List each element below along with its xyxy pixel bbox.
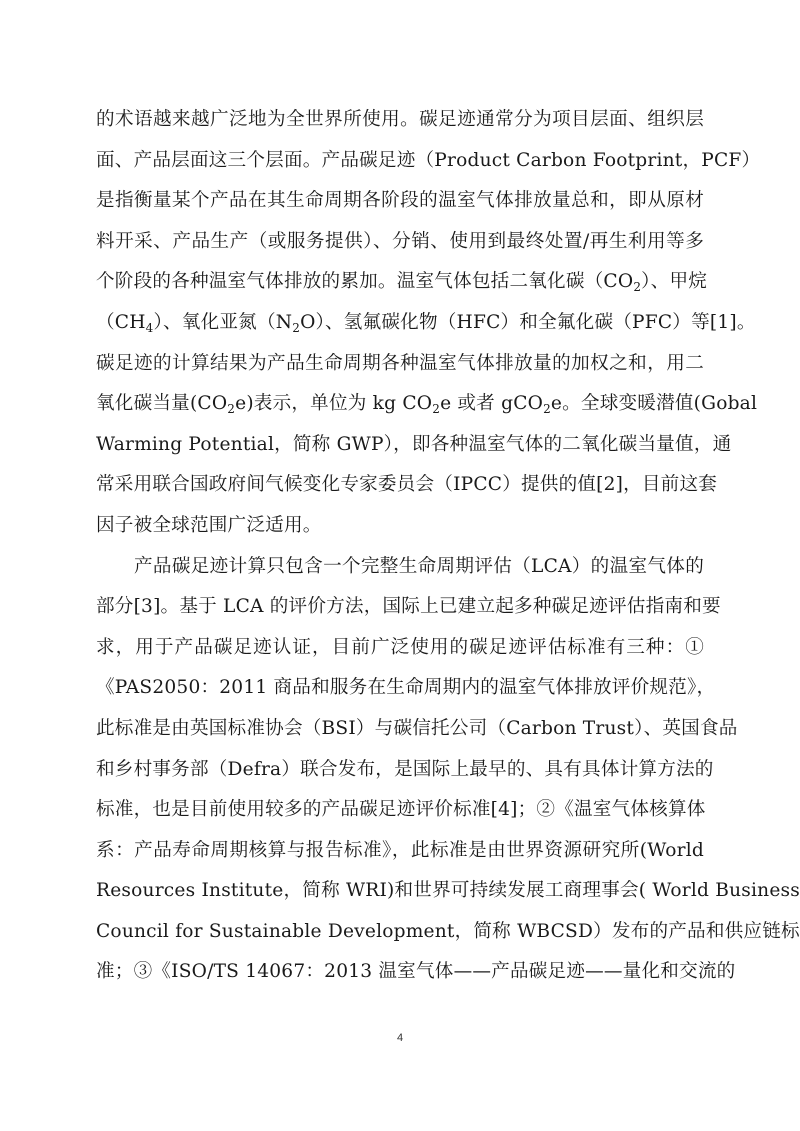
text-segment: 常采用联合国政府间气候变化专家委员会（IPCC）提供的值[2]，目前这套 <box>96 474 718 496</box>
subscript: 2 <box>543 402 551 417</box>
text-line <box>96 871 800 912</box>
text-segment: 是指衡量某个产品在其生命周期各阶段的温室气体排放量总和，即从原材 <box>96 190 704 212</box>
subscript: 2 <box>227 402 236 417</box>
text-segment: e)表示，单位为 kg CO <box>235 393 433 415</box>
text-segment: 因子被全球范围广泛适用。 <box>96 514 322 536</box>
text-segment: 氧化碳当量(CO <box>96 393 228 415</box>
text-segment: 求，用于产品碳足迹认证，目前广泛使用的碳足迹评估标准有三种：① <box>96 636 704 658</box>
page-number: 4 <box>396 1032 404 1044</box>
text-line <box>96 952 736 993</box>
text-segment: 碳足迹的计算结果为产品生命周期各种温室气体排放量的加权之和，用二 <box>96 352 704 374</box>
text-segment: O）、氢氟碳化物（HFC）和全氟化碳（PFC）等[1]。 <box>300 311 756 333</box>
text-segment: e 或者 gCO <box>440 393 544 415</box>
text-segment: Resources Institute，简称 WRI)和世界可持续发展工商理事会( World Business <box>96 880 800 902</box>
text-segment: 产品碳足迹计算只包含一个完整生命周期评估（LCA）的温室气体的 <box>134 555 704 577</box>
subscript: 2 <box>432 402 441 417</box>
subscript: 2 <box>292 320 301 335</box>
text-segment: 和乡村事务部（Defra）联合发布，是国际上最早的、具有具体计算方法的 <box>96 758 714 780</box>
text-line <box>96 668 716 709</box>
text-line <box>96 587 721 628</box>
text-segment: e。全球变暖潜值(Gobal <box>550 393 758 415</box>
text-line <box>96 344 704 385</box>
text-segment: （CH <box>96 311 146 333</box>
text-segment: ）、甲烷 <box>641 271 708 293</box>
text-segment: Council for Sustainable Development，简称 WBCSD）发布的产品和供应链标 <box>96 920 800 942</box>
text-line <box>96 141 761 182</box>
text-line <box>96 100 704 141</box>
text-segment: 部分[3]。基于 LCA 的评价方法，国际上已建立起多种碳足迹评估指南和要 <box>96 596 721 618</box>
text-segment: 准；③《ISO/TS 14067：2013 温室气体——产品碳足迹——量化和交流的 <box>96 961 736 983</box>
text-segment: ）、氧化亚氮（N <box>153 311 293 333</box>
text-line <box>96 465 718 506</box>
body-text <box>96 100 800 993</box>
text-segment: 《PAS2050：2011 商品和服务在生命周期内的温室气体排放评价规范》， <box>96 677 716 699</box>
text-segment: 此标准是由英国标准协会（BSI）与碳信托公司（Carbon Trust）、英国食品 <box>96 717 738 739</box>
subscript: 4 <box>145 320 154 335</box>
text-line <box>96 547 704 588</box>
text-line <box>96 709 738 750</box>
text-line <box>96 912 800 953</box>
text-line <box>96 750 714 791</box>
text-line <box>96 303 756 344</box>
text-segment: 系：产品寿命周期核算与报告标准》，此标准是由世界资源研究所(World <box>96 839 704 861</box>
text-segment: 个阶段的各种温室气体排放的累加。温室气体包括二氧化碳（CO <box>96 271 634 293</box>
text-segment: 面、产品层面这三个层面。产品碳足迹（Product Carbon Footprint，PCF） <box>96 149 761 171</box>
text-line <box>96 262 708 303</box>
text-line <box>96 222 704 263</box>
text-line <box>96 790 704 831</box>
text-line <box>96 425 732 466</box>
text-line <box>96 628 704 669</box>
text-segment: 料开采、产品生产（或服务提供）、分销、使用到最终处置/再生利用等多 <box>96 230 704 252</box>
text-line <box>96 831 704 872</box>
text-line <box>96 181 704 222</box>
text-segment: 标准，也是目前使用较多的产品碳足迹评价标准[4]；②《温室气体核算体 <box>96 799 706 821</box>
text-segment: Warming Potential，简称 GWP），即各种温室气体的二氧化碳当量值，通 <box>96 433 732 455</box>
text-line <box>96 506 704 547</box>
text-line <box>96 384 758 425</box>
text-segment: 的术语越来越广泛地为全世界所使用。碳足迹通常分为项目层面、组织层 <box>96 109 704 130</box>
subscript: 2 <box>633 280 642 295</box>
